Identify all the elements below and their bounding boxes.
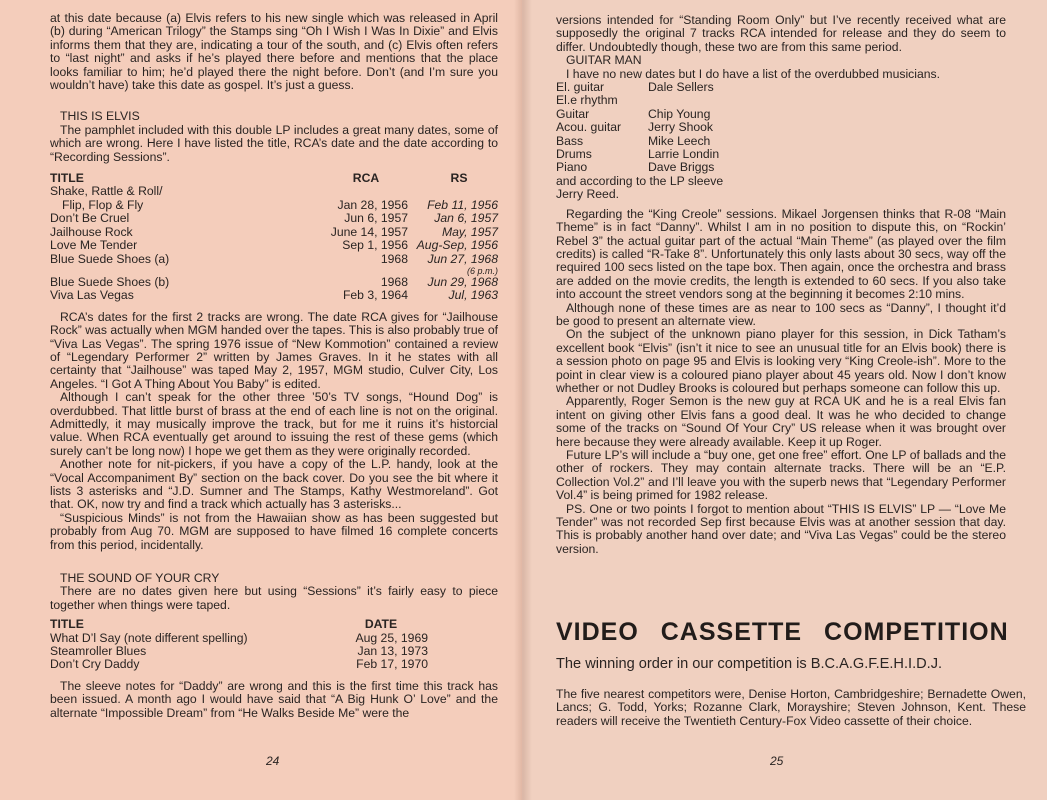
table-row-rca: Feb 3, 1964: [342, 288, 408, 303]
table-row-title: Viva Las Vegas: [50, 288, 134, 303]
list-item-name: Jerry Shook: [648, 120, 714, 135]
list-item-name: Mike Leech: [648, 133, 711, 148]
section-heading-sound-of-your-cry: THE SOUND OF YOUR CRY: [60, 571, 220, 586]
table-row-title: Steamroller Blues: [50, 644, 147, 659]
intro-paragraph: versions intended for “Standing Room Only” but I’ve recently received what are supposedly the original 7 tracks RCA intended for release and they do seem to differ. Undoubtedly though, these two are from this same period.: [556, 13, 1006, 54]
table-row-title: What D’l Say (note different spelling): [50, 630, 248, 645]
sleeve-name: Jerry Reed.: [556, 187, 619, 202]
list-item-role: Bass: [556, 133, 584, 148]
page-number: 25: [770, 754, 784, 768]
table-row-rca: Sep 1, 1956: [342, 238, 408, 253]
list-item-role: Piano: [556, 160, 588, 175]
musician-list: [556, 81, 1006, 175]
table-row-rs: Jun 27, 1968: [427, 251, 498, 266]
col-header-date: DATE: [364, 617, 398, 632]
list-item-role: El.e rhythm: [556, 93, 618, 108]
section-heading-guitar-man: GUITAR MAN: [566, 53, 642, 68]
page-number: 24: [266, 754, 280, 768]
time-note: (6 p.m.): [466, 265, 498, 276]
date-table: [50, 618, 498, 672]
table-row-rca: 1968: [380, 274, 408, 289]
sound-of-your-cry-intro: There are no dates given here but using “Sessions” it’s fairly easy to piece together when things were taped.: [50, 584, 498, 612]
guitar-man-intro: I have no new dates but I do have a list of the overdubbed musicians.: [566, 66, 940, 81]
section-heading-this-is-elvis: THIS IS ELVIS: [60, 109, 140, 124]
winners-paragraph: The five nearest competitors were, Denise Horton, Cambridgeshire; Bernadette Owen, Lancs; G. Todd, Yorks; Rozanne Clark, Morayshire; Steven Johnson, Kent. These readers will receive the Twentieth Century-Fox Video cassette of their choice.: [556, 687, 1026, 728]
table-row-rca: 1968: [380, 251, 408, 266]
table-row-title: Don’t Cry Daddy: [50, 657, 140, 672]
table-row-rca: [304, 185, 408, 198]
body-paragraph: PS. One or two points I forgot to mention about “THIS IS ELVIS” LP — “Love Me Tender” was not recorded Sep first because Elvis was at another session that day. This is probably another hand over date; and “Viva Las Vegas” could be the stereo version.: [556, 501, 1006, 556]
table-row-rs: Jan 6, 1957: [434, 211, 498, 226]
body-paragraph: Apparently, Roger Semon is the new guy at RCA UK and he is a real Elvis fan intent on giving other Elvis fans a good deal. It was he who decided to change some of the tracks on “Sound Of Your Cry” US release when it was brought over here because they were already available. Keep it up Roger.: [556, 394, 1006, 449]
col-header-title: TITLE: [50, 171, 84, 186]
winning-order: The winning order in our competition is B.C.A.G.F.E.H.I.D.J.: [556, 656, 943, 672]
table-row-title: Shake, Rattle & Roll/: [50, 184, 163, 199]
table-row-rs: [408, 185, 498, 198]
list-item-name: [648, 94, 848, 107]
left-column: [50, 12, 498, 720]
list-item-role: Acou. guitar: [556, 120, 622, 135]
table-row-date: Jan 13, 1973: [357, 644, 428, 659]
body-paragraph: Although I can’t speak for the other three ’50’s TV songs, “Hound Dog” is overdubbed. That little burst of brass at the end of each line is not on the original. Admittedly, it may musically improve the track, but for me it ruins it’s historcial value. When RCA eventually get around to issuing the rest of these gems (which surely can’t be long now) I hope we get them as they were originally recorded.: [50, 390, 498, 458]
list-item-role: Drums: [556, 147, 592, 162]
list-item-name: Larrie Londin: [648, 147, 720, 162]
body-paragraph: Although none of these times are as near to 100 secs as “Danny”, I thought it’d be good to present an alternate view.: [556, 300, 1006, 328]
col-header-rca: RCA: [352, 171, 380, 186]
right-column: [556, 14, 1006, 556]
intro-paragraph: at this date because (a) Elvis refers to his new single which was released in April (b) during “American Trilogy” the Stamps sing “Oh I Wish I Was In Dixie” and Elvis informs them that they are, indicating a tour of the south, and (c) Elvis often refers to “last night” and asks if he’s played there before and mentions that the place looks familiar to him; he’d played there the night before. Don’t (and I’m sure you wouldn’t have) take this date as gospel. It’s just a guess.: [50, 11, 498, 93]
col-header-rs: RS: [450, 171, 468, 186]
competition-title: VIDEO CASSETTE COMPETITION: [556, 618, 1009, 646]
table-row-rs: May, 1957: [441, 224, 498, 239]
list-item-name: Dave Briggs: [648, 160, 715, 175]
table-row-title: Don’t Be Cruel: [50, 211, 130, 226]
body-paragraph: RCA’s dates for the first 2 tracks are wrong. The date RCA gives for “Jailhouse Rock” was actually when MGM handed over the tapes. This is also probably true of “Viva Las Vegas”. The spring 1976 issue of “New Kommotion” contained a review of “Legendary Performer 2” written by James Graves. In it he states with all certainty that “Jailhouse” was taped May 2, 1957, MGM studio, Culver City, Los Angeles. “I Got A Thing About You Baby” is edited.: [50, 309, 498, 391]
table-row-title: Blue Suede Shoes (b): [50, 274, 170, 289]
body-paragraph: Future LP’s will include a “buy one, get one free” effort. One LP of ballads and the other of rockers. They may contain alternate tracks. There will be an “E.P. Collection Vol.2” and I’ll leave you with the superb news that “Legendary Performer Vol.4” is being primed for 1982 release.: [556, 448, 1006, 503]
list-item-role: El. guitar: [556, 80, 605, 95]
page-fold: [514, 0, 532, 800]
list-item-name: Dale Sellers: [648, 80, 714, 95]
list-item-role: Guitar: [556, 106, 590, 121]
body-paragraph: The sleeve notes for “Daddy” are wrong and this is the first time this track has been issued. A month ago I would have said that “A Big Hunk O’ Love” and the alternate “Impossible Dream” from “He Walks Beside Me” were the: [50, 678, 498, 720]
body-paragraph: “Suspicious Minds” is not from the Hawaiian show as has been suggested but probably from Aug 70. MGM are supposed to have filmed 16 complete concerts from this period, incidentally.: [50, 510, 498, 552]
table-row-rca: Jun 6, 1957: [344, 211, 408, 226]
right-page: [522, 0, 1047, 800]
dates-table: [50, 172, 498, 303]
body-paragraph: On the subject of the unknown piano player for this session, in Dick Tatham’s excellent book “Elvis” (isn’t it nice to see an unusual title for an Elvis book) there is a session photo on page 95 and Elvis is looking very “King Creole-ish”. More to the point in clear view is a coloured piano player about 45 years old. Now I don’t know whether or not Dudley Brooks is coloured but perhaps someone can follow this up.: [556, 327, 1006, 395]
body-paragraph: Another note for nit-pickers, if you have a copy of the L.P. handy, look at the “Vocal Accompaniment By” section on the back cover. Do you see the bit where it lists 3 asterisks and “J.D. Sumner and The Stamps, Kathy Westmoreland”. Got that. OK, now try and find a track which actually has 3 asterisks...: [50, 457, 498, 512]
table-row-title: Jailhouse Rock: [50, 224, 133, 239]
table-row-rs: Jun 29, 1968: [427, 274, 498, 289]
table-row-rs: Feb 11, 1956: [427, 197, 498, 212]
sleeve-note: and according to the LP sleeve: [556, 173, 724, 188]
table-row-rs: Aug-Sep, 1956: [416, 238, 498, 253]
left-page: [0, 0, 522, 800]
list-item-name: Chip Young: [648, 106, 711, 121]
table-row-date: Feb 17, 1970: [356, 657, 428, 672]
table-row-rca: Jan 28, 1956: [337, 197, 408, 212]
table-row-title: Blue Suede Shoes (a): [50, 251, 170, 266]
this-is-elvis-intro: The pamphlet included with this double LP includes a great many dates, some of which are wrong. Here I have listed the title, RCA’s date and the date according to “Recording Sessions”.: [50, 122, 498, 164]
col-header-title: TITLE: [50, 617, 84, 632]
table-row-rs: Jul, 1963: [448, 288, 498, 303]
body-paragraph: Regarding the “King Creole” sessions. Mikael Jorgensen thinks that R-08 “Main Theme” is in fact “Danny”. Whilst I am in no position to dispute this, on “Rockin’ Rebel 3” the actual guitar part of the actual “Main Theme” (as played over the film credits) is called “R-Take 8”. Unfortunately this only lasts about 30 secs, way off the required 100 secs listed on the tape box. Then again, once the orchestra and brass are added on the movie credits, the length is extended to 60 secs. If you also take into account the street vendors song at the beginning it becomes 2:10 mins.: [556, 206, 1006, 302]
table-row-date: Aug 25, 1969: [355, 630, 428, 645]
table-row-title: Love Me Tender: [50, 238, 138, 253]
table-row-title: Flip, Flop & Fly: [62, 197, 144, 212]
table-row-rca: June 14, 1957: [330, 224, 408, 239]
